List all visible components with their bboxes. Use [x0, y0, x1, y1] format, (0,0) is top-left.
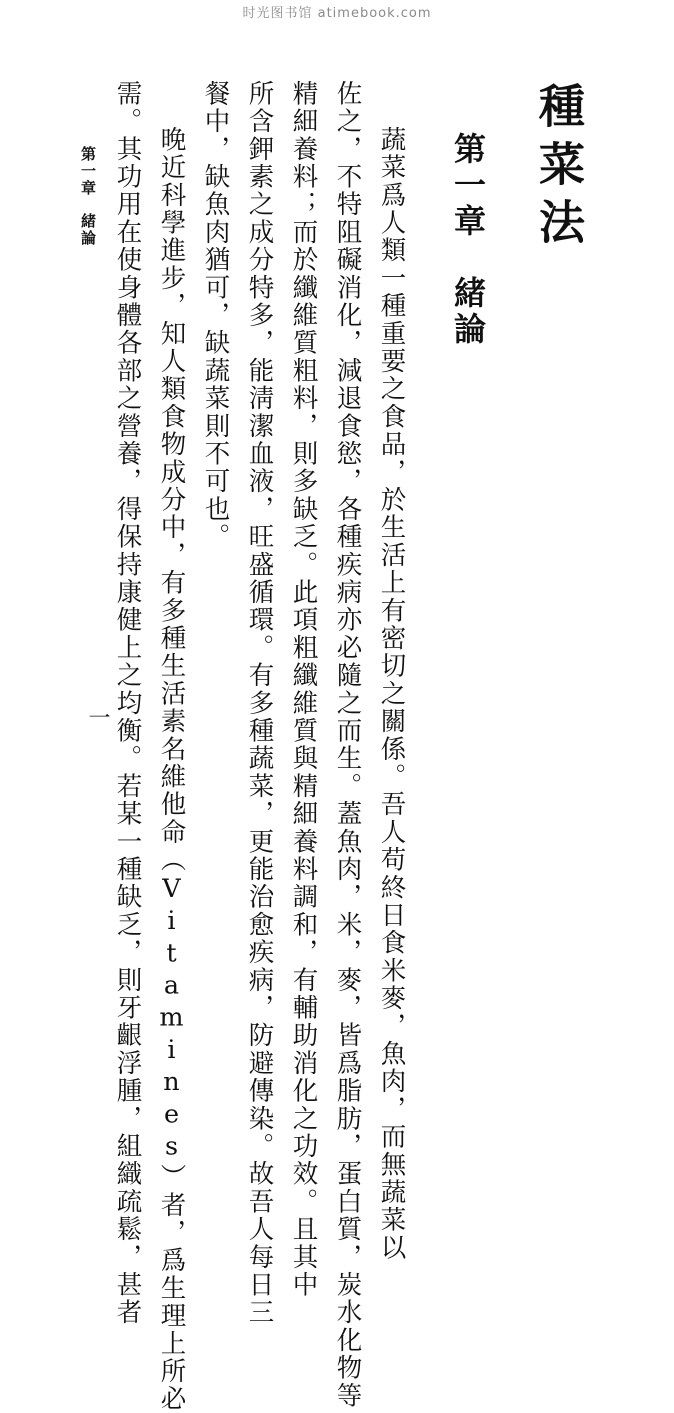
body-line-5: 餐中，缺魚肉猶可，缺蔬菜則不可也。: [200, 80, 231, 551]
body-line-1: 蔬菜爲人類一種重要之食品，於生活上有密切之關係。吾人苟終日食米麥，魚肉，而無蔬菜以: [376, 126, 407, 1262]
running-head-chapter: 第一章: [79, 146, 97, 197]
running-head-title: 緒論: [79, 213, 97, 247]
body-line-7: 需。其功用在使身體各部之營養，得保持康健上之均衡。若某一種缺乏，則牙齦浮腫，組織疏鬆，甚者: [112, 80, 143, 1327]
body-line-3: 精細養料；而於纖維質粗料，則多缺乏。此項粗纖維質與精細養料調和，有輔助消化之功效。且其中: [288, 80, 319, 1299]
body-line-2: 佐之，不特阻礙消化，減退食慾，各種疾病亦必隨之而生。蓋魚肉，米，麥，皆爲脂肪，蛋白質，炭水化物等: [332, 80, 363, 1410]
watermark: 时光图书馆 atimebook.com: [242, 6, 432, 21]
body-line-4: 所含鉀素之成分特多，能淸潔血液，旺盛循環。有多種蔬菜，更能治愈疾病，防避傳染。故吾人每日三: [244, 80, 275, 1327]
book-title: 種菜法: [532, 82, 586, 256]
chapter-heading: [449, 132, 487, 348]
chapter-number: 第一章: [449, 132, 487, 240]
chapter-title: 緒論: [449, 276, 487, 348]
page-number: 一: [85, 706, 110, 728]
body-line-6: 晚近科學進步，知人類食物成分中，有多種生活素名維他命（Vitamines）者，爲生理上所必: [156, 126, 187, 1413]
running-head: [80, 146, 95, 247]
